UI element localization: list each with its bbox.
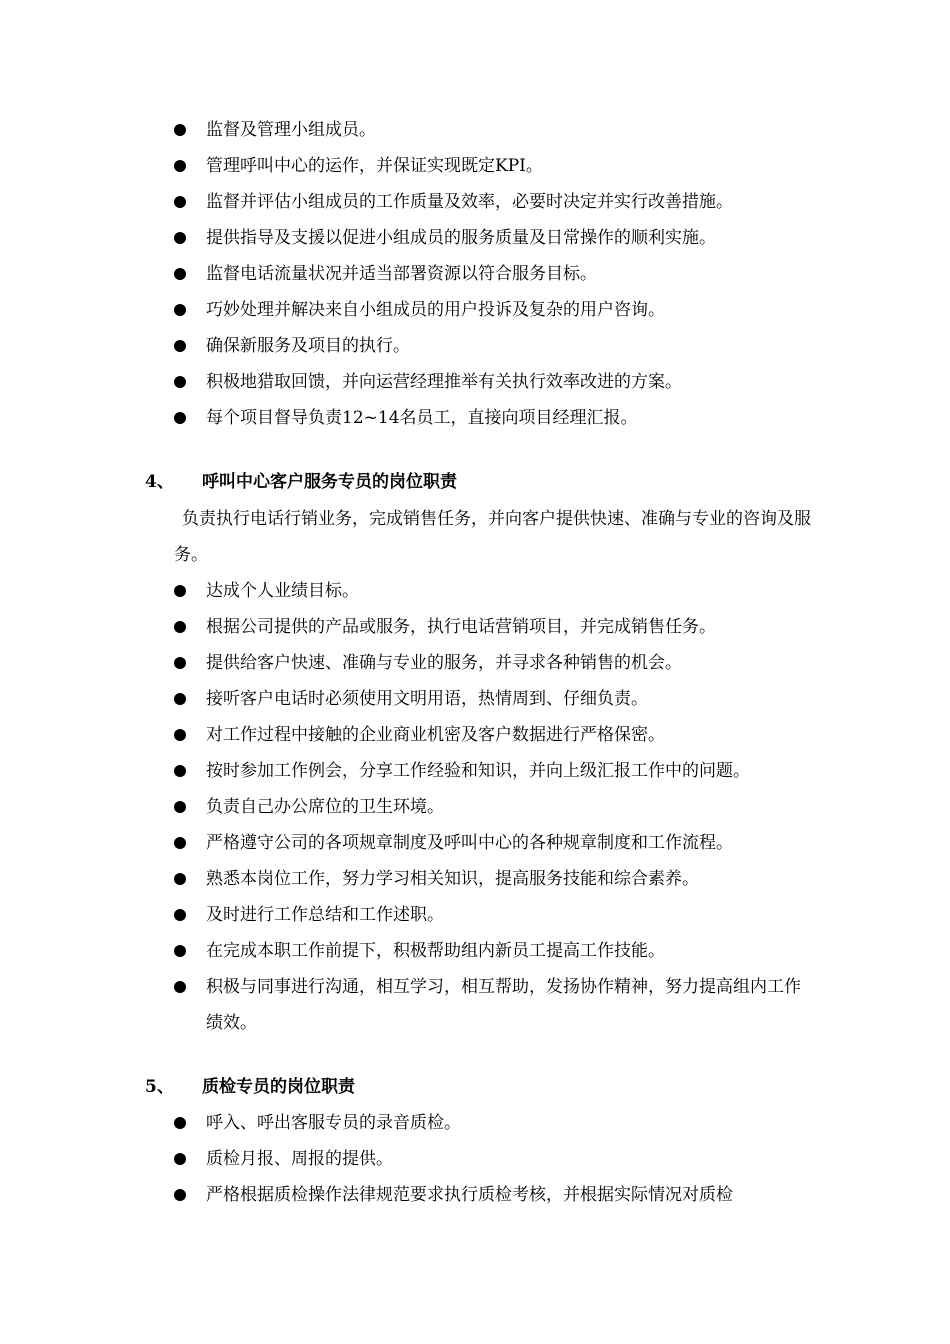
list-item: 根据公司提供的产品或服务，执行电话营销项目，并完成销售任务。 (0, 609, 816, 645)
bullet-icon (174, 693, 186, 705)
list-item: 严格遵守公司的各项规章制度及呼叫中心的各种规章制度和工作流程。 (0, 825, 816, 861)
bullet-icon (174, 729, 186, 741)
list-item: 监督及管理小组成员。 (0, 112, 816, 148)
bullet-icon (174, 124, 186, 136)
bullet-icon (174, 621, 186, 633)
list-item: 积极与同事进行沟通，相互学习，相互帮助，发扬协作精神，努力提高组内工作绩效。 (0, 969, 816, 1041)
bullet-icon (174, 412, 186, 424)
bullet-icon (174, 873, 186, 885)
bullet-icon (174, 765, 186, 777)
bullet-icon (174, 196, 186, 208)
list-item: 接听客户电话时必须使用文明用语，热情周到、仔细负责。 (0, 681, 816, 717)
list-item: 提供给客户快速、准确与专业的服务，并寻求各种销售的机会。 (0, 645, 816, 681)
bullet-icon (174, 232, 186, 244)
section-title: 呼叫中心客户服务专员的岗位职责 (202, 472, 457, 492)
bullet-icon (174, 837, 186, 849)
bullet-icon (174, 304, 186, 316)
list-item: 按时参加工作例会，分享工作经验和知识，并向上级汇报工作中的问题。 (0, 753, 816, 789)
bullet-icon (174, 657, 186, 669)
section-number: 5、 (145, 1077, 174, 1097)
bullet-icon (174, 376, 186, 388)
bullet-icon (174, 909, 186, 921)
list-item: 管理呼叫中心的运作，并保证实现既定KPI。 (0, 148, 816, 184)
bullet-icon (174, 268, 186, 280)
bullet-icon (174, 585, 186, 597)
list-item: 每个项目督导负责12~14名员工，直接向项目经理汇报。 (0, 400, 816, 436)
list-item: 对工作过程中接触的企业商业机密及客户数据进行严格保密。 (0, 717, 816, 753)
list-item: 熟悉本岗位工作，努力学习相关知识，提高服务技能和综合素养。 (0, 861, 816, 897)
bullet-icon (174, 945, 186, 957)
list-item: 达成个人业绩目标。 (0, 573, 816, 609)
bullet-icon (174, 1153, 186, 1165)
list-item: 在完成本职工作前提下，积极帮助组内新员工提高工作技能。 (0, 933, 816, 969)
section4-list (0, 573, 950, 1041)
section3-list (0, 112, 950, 436)
list-item: 积极地猎取回馈，并向运营经理推举有关执行效率改进的方案。 (0, 364, 816, 400)
list-item: 监督电话流量状况并适当部署资源以符合服务目标。 (0, 256, 816, 292)
list-item: 及时进行工作总结和工作述职。 (0, 897, 816, 933)
list-item: 严格根据质检操作法律规范要求执行质检考核，并根据实际情况对质检 (0, 1177, 816, 1213)
section4-intro: 负责执行电话行销业务，完成销售任务，并向客户提供快速、准确与专业的咨询及服务。 (174, 509, 811, 565)
section5-list (0, 1105, 950, 1213)
list-item: 质检月报、周报的提供。 (0, 1141, 816, 1177)
bullet-icon (174, 1117, 186, 1129)
section-title: 质检专员的岗位职责 (202, 1077, 355, 1097)
list-item: 监督并评估小组成员的工作质量及效率，必要时决定并实行改善措施。 (0, 184, 816, 220)
bullet-icon (174, 340, 186, 352)
bullet-icon (174, 160, 186, 172)
bullet-icon (174, 801, 186, 813)
section-number: 4、 (145, 472, 174, 492)
list-item: 巧妙处理并解决来自小组成员的用户投诉及复杂的用户咨询。 (0, 292, 816, 328)
list-item: 提供指导及支援以促进小组成员的服务质量及日常操作的顺利实施。 (0, 220, 816, 256)
list-item: 负责自己办公席位的卫生环境。 (0, 789, 816, 825)
bullet-icon (174, 1189, 186, 1201)
list-item: 呼入、呼出客服专员的录音质检。 (0, 1105, 816, 1141)
bullet-icon (174, 981, 186, 993)
list-item: 确保新服务及项目的执行。 (0, 328, 816, 364)
